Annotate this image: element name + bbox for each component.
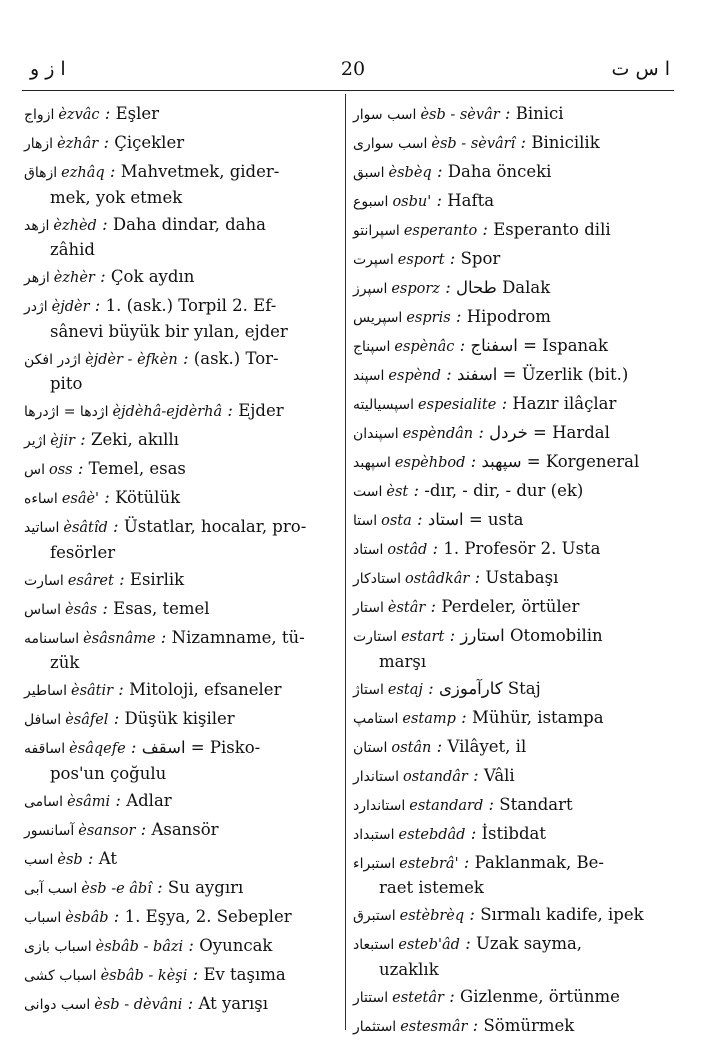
entry-transliteration: esteb'âd bbox=[398, 937, 460, 953]
entry-definition: 1. (ask.) Torpil 2. Ef- bbox=[105, 296, 277, 315]
entry-separator: : bbox=[439, 278, 457, 297]
entry-transliteration: èsb - dèvâni bbox=[94, 996, 183, 1013]
entry-arabic: اسپرز bbox=[353, 281, 388, 297]
entry-transliteration: èsansor bbox=[78, 822, 136, 839]
entry-separator: : bbox=[107, 517, 124, 536]
entry-arabic: اژدر bbox=[24, 299, 48, 315]
entry-arabic: اسپند bbox=[353, 368, 385, 384]
entry-transliteration: ostâdkâr bbox=[405, 571, 470, 587]
dictionary-entry bbox=[24, 131, 340, 157]
dictionary-entry bbox=[353, 131, 665, 157]
entry-transliteration: èjdèr - èfkèn bbox=[85, 351, 178, 368]
entry-arabic: استاژ bbox=[353, 681, 384, 698]
entry-continuation: fesörler bbox=[50, 542, 116, 562]
entry-continuation: zâhid bbox=[50, 240, 95, 259]
dictionary-entry bbox=[353, 822, 665, 848]
entry-definition: Mahvetmek, gider- bbox=[120, 162, 280, 181]
entry-transliteration: espèhbod bbox=[394, 455, 466, 471]
dictionary-entry bbox=[353, 102, 665, 128]
left-column bbox=[24, 102, 340, 1021]
entry-arabic: استاندارد bbox=[353, 797, 406, 814]
entry-separator: : bbox=[515, 133, 532, 152]
dictionary-entry bbox=[24, 294, 340, 343]
entry-arabic: اسباب بازی bbox=[24, 938, 92, 955]
entry-transliteration: estamp bbox=[402, 710, 456, 727]
dictionary-entry bbox=[24, 347, 340, 396]
entry-transliteration: èsâfel bbox=[65, 712, 109, 728]
entry-separator: : bbox=[425, 597, 442, 616]
entry-separator: : bbox=[182, 993, 199, 1013]
entry-transliteration: èsâtîd bbox=[63, 520, 108, 536]
entry-definition: Hazır ilâçlar bbox=[512, 394, 617, 413]
entry-separator: : bbox=[431, 736, 448, 756]
entry-arabic: اساطیر bbox=[24, 683, 67, 699]
entry-definition: کارآموزی Staj bbox=[438, 678, 541, 698]
dictionary-entry bbox=[24, 876, 340, 902]
entry-definition: Esperanto dili bbox=[493, 220, 611, 239]
dictionary-entry bbox=[24, 818, 340, 844]
entry-separator: : bbox=[450, 307, 467, 326]
entry-arabic: اژیر bbox=[24, 433, 47, 449]
entry-arabic: آسانسور bbox=[24, 822, 75, 839]
entry-arabic: استبراء bbox=[353, 855, 396, 872]
dictionary-entry bbox=[24, 428, 340, 454]
page-number: 20 bbox=[340, 58, 366, 80]
entry-transliteration: ostandâr bbox=[403, 768, 468, 785]
dictionary-entry bbox=[353, 421, 665, 447]
dictionary-entry bbox=[24, 160, 340, 209]
entry-continuation: pito bbox=[50, 374, 83, 393]
entry-definition: Binicilik bbox=[531, 133, 600, 152]
entry-arabic: اساسنامه bbox=[24, 630, 80, 647]
entry-transliteration: osta bbox=[381, 513, 412, 529]
entry-transliteration: èsbèq bbox=[388, 165, 432, 181]
entry-definition: Ejder bbox=[238, 401, 284, 420]
entry-separator: : bbox=[96, 214, 113, 234]
entry-arabic: اس bbox=[24, 462, 45, 478]
entry-separator: : bbox=[473, 423, 490, 442]
entry-separator: : bbox=[183, 935, 200, 955]
entry-arabic: اسارت bbox=[24, 572, 64, 589]
dictionary-entry bbox=[353, 247, 665, 273]
dictionary-entry bbox=[24, 626, 340, 675]
entry-definition: Hipodrom bbox=[466, 307, 551, 326]
entry-separator: : bbox=[440, 365, 457, 384]
entry-transliteration: èsâtir bbox=[70, 683, 114, 699]
entry-definition: Standart bbox=[499, 794, 573, 814]
dictionary-entry bbox=[353, 735, 665, 761]
dictionary-entry bbox=[353, 706, 665, 732]
entry-arabic: اساقفه bbox=[24, 741, 66, 757]
entry-arabic: اسب سواری bbox=[353, 136, 428, 152]
entry-transliteration: èsâmi bbox=[67, 793, 111, 810]
entry-transliteration: estebdâd bbox=[398, 826, 466, 843]
entry-definition: Mühür, istampa bbox=[471, 707, 604, 727]
dictionary-entry bbox=[24, 515, 340, 564]
entry-separator: : bbox=[97, 598, 114, 618]
entry-arabic: اسپندان bbox=[353, 426, 399, 442]
entry-separator: : bbox=[177, 348, 194, 368]
entry-separator: : bbox=[443, 986, 461, 1006]
dictionary-entry bbox=[353, 764, 665, 790]
entry-separator: : bbox=[108, 906, 125, 926]
dictionary-entry bbox=[353, 985, 665, 1011]
entry-definition: İstibdat bbox=[481, 823, 547, 843]
entry-arabic: استامپ bbox=[353, 710, 399, 727]
entry-transliteration: èsbâb - kèşi bbox=[100, 967, 188, 984]
entry-transliteration: esâret bbox=[67, 572, 114, 589]
entry-arabic: است bbox=[353, 484, 383, 500]
entry-definition: Sömürmek bbox=[483, 1015, 575, 1035]
dictionary-entry bbox=[24, 707, 340, 733]
dictionary-entry bbox=[24, 736, 340, 785]
entry-arabic: ازواج bbox=[24, 107, 55, 123]
dictionary-entry bbox=[24, 457, 340, 483]
entry-separator: : bbox=[465, 823, 482, 843]
entry-arabic: استادکار bbox=[353, 571, 402, 587]
page-header bbox=[0, 58, 706, 86]
entry-arabic: اژدها = اژدرها bbox=[24, 404, 109, 420]
dictionary-entry bbox=[353, 932, 665, 981]
dictionary-entry bbox=[24, 992, 340, 1018]
entry-definition: Perdeler, örtüler bbox=[441, 597, 580, 616]
entry-separator: : bbox=[82, 848, 99, 868]
dictionary-entry bbox=[353, 305, 665, 331]
dictionary-entry bbox=[353, 363, 665, 389]
column-divider bbox=[345, 94, 346, 1030]
entry-transliteration: èzhâr bbox=[57, 136, 99, 152]
entry-separator: : bbox=[408, 481, 425, 500]
entry-separator: : bbox=[427, 539, 444, 558]
entry-definition: Su aygırı bbox=[167, 877, 244, 897]
entry-separator: : bbox=[459, 934, 477, 953]
entry-arabic: استاندار bbox=[353, 768, 400, 785]
dictionary-entry bbox=[24, 847, 340, 873]
entry-continuation: raet istemek bbox=[379, 878, 484, 897]
dictionary-entry bbox=[353, 595, 665, 621]
entry-separator: : bbox=[99, 488, 116, 507]
entry-separator: : bbox=[155, 627, 172, 647]
entry-definition: 1. Profesör 2. Usta bbox=[443, 539, 601, 558]
dictionary-entry bbox=[24, 568, 340, 594]
entry-definition: Zeki, akıllı bbox=[91, 430, 179, 449]
entry-transliteration: ezhâq bbox=[61, 165, 105, 181]
entry-definition: Mitoloji, efsaneler bbox=[129, 680, 282, 699]
entry-transliteration: espesialite bbox=[418, 397, 497, 413]
dictionary-entry bbox=[353, 903, 665, 929]
entry-separator: : bbox=[469, 568, 486, 587]
entry-definition: At yarışı bbox=[198, 993, 269, 1013]
entry-transliteration: èsb - sèvârî bbox=[431, 136, 516, 152]
entry-separator: : bbox=[94, 267, 111, 286]
entry-transliteration: estetâr bbox=[392, 989, 444, 1006]
entry-arabic: اسب bbox=[24, 851, 54, 868]
header-right-letters: ا س ت bbox=[611, 58, 670, 80]
entry-definition: Binici bbox=[515, 104, 564, 123]
dictionary-entry bbox=[353, 160, 665, 186]
entry-arabic: استتار bbox=[353, 989, 389, 1006]
entry-definition: Çiçekler bbox=[114, 133, 185, 152]
entry-transliteration: estèbrèq bbox=[399, 908, 465, 924]
entry-separator: : bbox=[110, 790, 127, 810]
entry-arabic: اسپسیالیته bbox=[353, 397, 415, 413]
entry-separator: : bbox=[104, 162, 121, 181]
entry-separator: : bbox=[187, 964, 204, 984]
entry-arabic: اسپناج bbox=[353, 339, 391, 355]
entry-separator: : bbox=[431, 162, 448, 181]
entry-transliteration: estebrâ' bbox=[399, 855, 459, 872]
entry-definition: Temel, esas bbox=[88, 459, 186, 478]
entry-transliteration: èsâsnâme bbox=[83, 630, 156, 647]
entry-transliteration: esport bbox=[397, 252, 445, 268]
entry-separator: : bbox=[496, 394, 513, 413]
entry-definition: استاد = usta bbox=[427, 510, 524, 529]
entry-definition: Adlar bbox=[126, 790, 172, 810]
right-column bbox=[353, 102, 665, 1043]
entry-arabic: استبداد bbox=[353, 826, 395, 843]
entry-definition: Daha dindar, daha bbox=[112, 214, 266, 234]
entry-definition: (ask.) Tor- bbox=[193, 348, 279, 368]
dictionary-entry bbox=[353, 218, 665, 244]
entry-continuation: sânevi büyük bir yılan, ejder bbox=[50, 321, 288, 341]
entry-transliteration: estart bbox=[401, 629, 445, 645]
entry-definition: سپهبد = Korgeneral bbox=[481, 452, 640, 471]
entry-definition: -dır, - dir, - dur (ek) bbox=[424, 481, 584, 500]
entry-arabic: اساءه bbox=[24, 491, 58, 507]
entry-separator: : bbox=[477, 220, 494, 239]
dictionary-entry bbox=[353, 624, 665, 673]
entry-separator: : bbox=[467, 1015, 484, 1035]
entry-arabic: اسباب کشی bbox=[24, 967, 97, 984]
entry-separator: : bbox=[464, 905, 481, 924]
dictionary-entry bbox=[353, 537, 665, 563]
entry-arabic: اسب دوانی bbox=[24, 996, 91, 1013]
entry-transliteration: èjdèhâ-ejdèrhâ bbox=[112, 404, 223, 420]
entry-definition: Spor bbox=[460, 249, 501, 268]
entry-separator: : bbox=[72, 459, 89, 478]
entry-definition: Asansör bbox=[151, 819, 219, 839]
entry-separator: : bbox=[444, 249, 461, 268]
entry-transliteration: èsb -e âbî bbox=[81, 880, 152, 897]
entry-definition: Vâli bbox=[483, 765, 515, 785]
entry-arabic: اسپرت bbox=[353, 252, 394, 268]
entry-definition: استارز Otomobilin bbox=[460, 626, 603, 645]
dictionary-entry bbox=[353, 508, 665, 534]
entry-definition: خردل = Hardal bbox=[489, 423, 610, 442]
dictionary-entry bbox=[24, 934, 340, 960]
entry-definition: Paklanmak, Be- bbox=[474, 852, 604, 872]
dictionary-entry bbox=[353, 851, 665, 900]
entry-separator: : bbox=[458, 852, 475, 872]
entry-transliteration: èjdèr bbox=[51, 299, 90, 315]
entry-transliteration: espris bbox=[406, 310, 451, 326]
entry-transliteration: èsbâb bbox=[65, 909, 109, 926]
dictionary-entry bbox=[353, 450, 665, 476]
dictionary-entry bbox=[24, 102, 340, 128]
dictionary-entry bbox=[24, 213, 340, 262]
entry-transliteration: espènâc bbox=[394, 339, 455, 355]
entry-transliteration: estesmâr bbox=[400, 1018, 468, 1035]
entry-arabic: استبرق bbox=[353, 908, 396, 924]
entry-definition: Nizamname, tü- bbox=[171, 627, 305, 647]
entry-continuation: marşı bbox=[379, 651, 427, 671]
entry-definition: Kötülük bbox=[115, 488, 181, 507]
header-left-letters: ا ز و bbox=[30, 58, 66, 80]
entry-transliteration: espèndân bbox=[402, 426, 474, 442]
dictionary-entry bbox=[24, 486, 340, 512]
entry-definition: Ustabaşı bbox=[485, 568, 559, 587]
entry-separator: : bbox=[483, 794, 500, 814]
entry-continuation: uzaklık bbox=[379, 959, 439, 979]
entry-definition: Ev taşıma bbox=[203, 964, 286, 984]
entry-separator: : bbox=[99, 104, 116, 123]
entry-arabic: اسامی bbox=[24, 793, 64, 810]
entry-arabic: اسپریس bbox=[353, 310, 403, 326]
entry-definition: Uzak sayma, bbox=[476, 934, 583, 953]
entry-transliteration: èzhèr bbox=[53, 270, 95, 286]
entry-transliteration: èjir bbox=[50, 433, 75, 449]
entry-definition: Gizlenme, örtünme bbox=[460, 986, 620, 1006]
entry-transliteration: esperanto bbox=[403, 223, 478, 239]
entry-transliteration: èzvâc bbox=[58, 107, 100, 123]
entry-arabic: اژدر افکن bbox=[24, 351, 82, 368]
entry-arabic: اسافل bbox=[24, 712, 62, 728]
dictionary-entry bbox=[353, 189, 665, 215]
entry-separator: : bbox=[151, 877, 168, 897]
entry-arabic: استار bbox=[353, 600, 384, 616]
entry-transliteration: èstâr bbox=[387, 600, 426, 616]
entry-arabic: استارت bbox=[353, 629, 398, 645]
dictionary-entry bbox=[353, 334, 665, 360]
entry-separator: : bbox=[411, 510, 428, 529]
entry-transliteration: èzhèd bbox=[53, 217, 97, 234]
entry-arabic: اسب آبی bbox=[24, 880, 78, 897]
entry-transliteration: èst bbox=[386, 484, 409, 500]
entry-separator: : bbox=[467, 765, 484, 785]
dictionary-entry bbox=[24, 265, 340, 291]
entry-transliteration: esâè' bbox=[61, 491, 100, 507]
entry-separator: : bbox=[454, 336, 471, 355]
entry-arabic: استثمار bbox=[353, 1018, 397, 1035]
entry-arabic: اسباب bbox=[24, 909, 62, 926]
entry-transliteration: ostân bbox=[391, 739, 432, 756]
entry-transliteration: èsâqefe bbox=[69, 741, 126, 757]
entry-arabic: استبعاد bbox=[353, 937, 395, 953]
entry-separator: : bbox=[98, 133, 115, 152]
entry-arabic: اسبوع bbox=[353, 194, 389, 210]
dictionary-entry bbox=[353, 1014, 665, 1040]
entry-separator: : bbox=[465, 452, 482, 471]
dictionary-entry bbox=[24, 678, 340, 704]
entry-continuation: zük bbox=[50, 653, 80, 672]
entry-separator: : bbox=[422, 678, 439, 698]
entry-arabic: ازهر bbox=[24, 270, 50, 286]
entry-separator: : bbox=[431, 191, 448, 210]
entry-definition: Üstatlar, hocalar, pro- bbox=[123, 517, 307, 536]
entry-definition: At bbox=[98, 848, 118, 868]
entry-definition: Eşler bbox=[115, 104, 160, 123]
entry-separator: : bbox=[135, 819, 152, 839]
dictionary-entry bbox=[353, 677, 665, 703]
entry-arabic: اسب سوار bbox=[353, 107, 417, 123]
entry-separator: : bbox=[222, 401, 239, 420]
dictionary-entry bbox=[353, 276, 665, 302]
entry-separator: : bbox=[89, 296, 106, 315]
entry-arabic: استان bbox=[353, 739, 388, 756]
entry-definition: Sırmalı kadife, ipek bbox=[480, 905, 644, 924]
entry-definition: Daha önceki bbox=[447, 162, 552, 181]
entry-arabic: اساتید bbox=[24, 520, 60, 536]
entry-definition: Esirlik bbox=[129, 569, 185, 589]
entry-transliteration: esporz bbox=[391, 281, 440, 297]
entry-transliteration: èsâs bbox=[64, 601, 98, 618]
entry-definition: Çok aydın bbox=[110, 267, 195, 286]
dictionary-entry bbox=[353, 793, 665, 819]
dictionary-entry bbox=[24, 905, 340, 931]
entry-definition: اسفناج = Ispanak bbox=[470, 336, 609, 355]
entry-arabic: اسپرانتو bbox=[353, 223, 400, 239]
entry-transliteration: èsb - sèvâr bbox=[420, 107, 500, 123]
dictionary-entry bbox=[353, 566, 665, 592]
entry-definition: Düşük kişiler bbox=[124, 709, 235, 728]
entry-arabic: اسبق bbox=[353, 165, 385, 181]
entry-definition: Oyuncak bbox=[199, 935, 273, 955]
dictionary-entry bbox=[24, 399, 340, 425]
entry-definition: Hafta bbox=[447, 191, 495, 210]
header-rule bbox=[22, 90, 674, 91]
entry-transliteration: estandard bbox=[409, 797, 484, 814]
entry-definition: طحال Dalak bbox=[456, 278, 551, 297]
entry-transliteration: osbu' bbox=[392, 194, 432, 210]
entry-transliteration: oss bbox=[48, 462, 73, 478]
entry-definition: Esas, temel bbox=[113, 598, 210, 618]
entry-arabic: ازهد bbox=[24, 217, 50, 234]
entry-arabic: ازهاق bbox=[24, 165, 58, 181]
entry-separator: : bbox=[455, 707, 472, 727]
entry-transliteration: ostâd bbox=[387, 542, 428, 558]
entry-separator: : bbox=[113, 680, 130, 699]
entry-separator: : bbox=[108, 709, 125, 728]
entry-transliteration: èsbâb - bâzi bbox=[95, 938, 184, 955]
dictionary-entry bbox=[353, 479, 665, 505]
entry-definition: Vilâyet, il bbox=[447, 736, 527, 756]
entry-arabic: استاد bbox=[353, 542, 384, 558]
entry-continuation: pos'un çoğulu bbox=[50, 763, 167, 783]
entry-separator: : bbox=[125, 738, 142, 757]
entry-transliteration: estaj bbox=[387, 681, 423, 698]
entry-separator: : bbox=[499, 104, 516, 123]
entry-arabic: اسپهبد bbox=[353, 455, 391, 471]
entry-separator: : bbox=[74, 430, 91, 449]
dictionary-entry bbox=[24, 963, 340, 989]
dictionary-entry bbox=[353, 392, 665, 418]
entry-separator: : bbox=[113, 569, 130, 589]
entry-definition: اسقف = Pisko- bbox=[141, 738, 261, 757]
entry-arabic: استا bbox=[353, 513, 378, 529]
dictionary-entry bbox=[24, 597, 340, 623]
entry-definition: اسفند = Üzerlik (bit.) bbox=[457, 365, 629, 384]
entry-separator: : bbox=[444, 626, 461, 645]
entry-arabic: ازهار bbox=[24, 136, 54, 152]
entry-arabic: اساس bbox=[24, 601, 61, 618]
entry-transliteration: espènd bbox=[388, 368, 441, 384]
entry-definition: 1. Eşya, 2. Sebepler bbox=[124, 906, 292, 926]
entry-continuation: mek, yok etmek bbox=[50, 187, 183, 207]
dictionary-entry bbox=[24, 789, 340, 815]
entry-transliteration: èsb bbox=[57, 851, 83, 868]
